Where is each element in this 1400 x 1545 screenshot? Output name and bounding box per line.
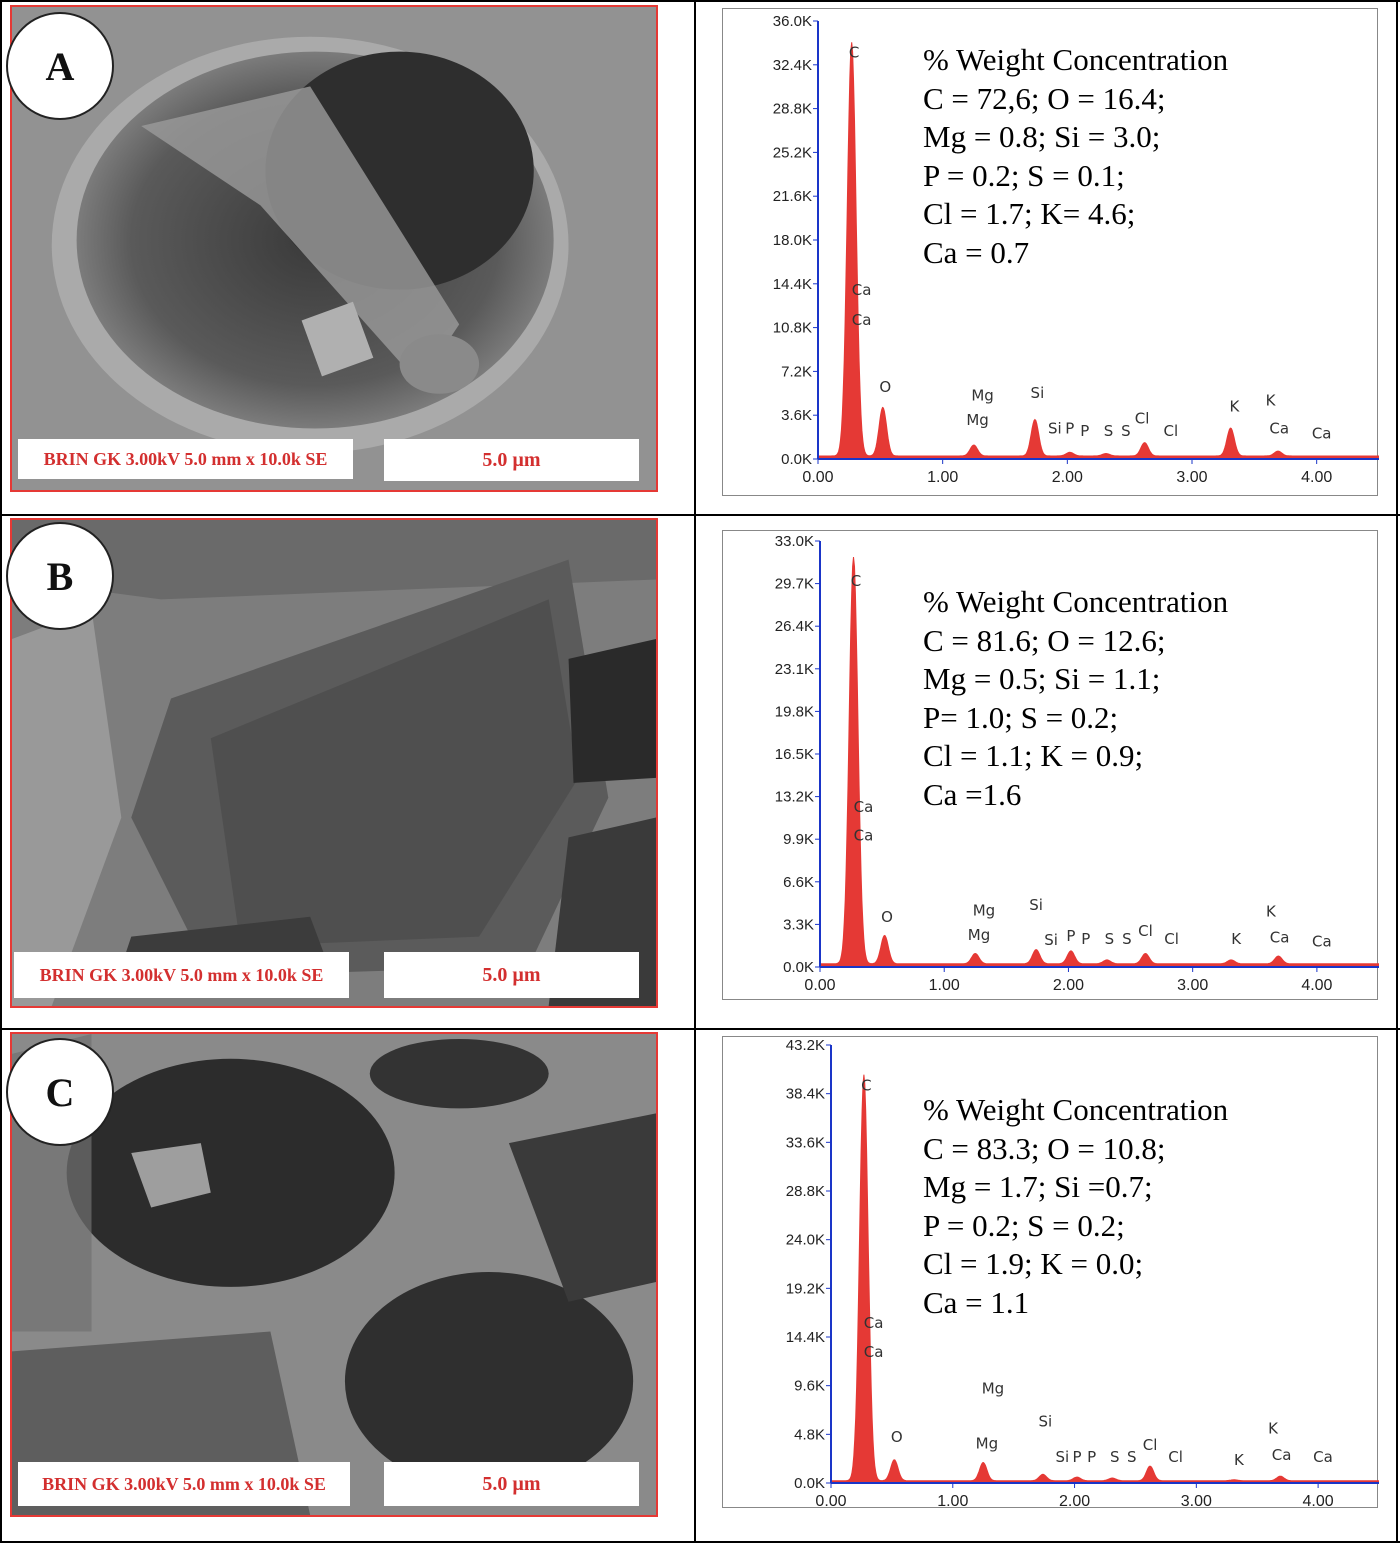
spectrum-peak	[1034, 422, 1035, 423]
y-tick-label: 21.6K	[772, 188, 812, 206]
sem-scale-label-a: 5.0 µm	[384, 439, 639, 481]
x-tick-label: 2.00	[1051, 469, 1083, 486]
spectrum-peak	[1070, 954, 1071, 955]
y-tick-label: 19.8K	[774, 703, 814, 721]
frame-right	[1396, 0, 1398, 1543]
spectrum-peak	[1145, 956, 1146, 957]
panel-label-a: A	[6, 12, 114, 120]
x-tick-label: 2.00	[1058, 1493, 1091, 1509]
peak-label: Cl	[1134, 409, 1150, 428]
y-tick-label: 0.0K	[783, 959, 814, 976]
y-tick-label: 10.8K	[772, 319, 812, 337]
x-tick-label: 4.00	[1301, 469, 1333, 486]
y-tick-label: 26.4K	[774, 618, 814, 636]
y-tick-label: 0.0K	[781, 451, 812, 468]
y-tick-label: 33.0K	[774, 533, 814, 550]
concentration-line: Mg = 0.8; Si = 3.0;	[923, 119, 1161, 154]
y-tick-label: 18.0K	[772, 232, 812, 249]
concentration-line: Cl = 1.9; K = 0.0;	[923, 1246, 1144, 1281]
concentration-line: Ca = 1.1	[923, 1284, 1030, 1320]
y-tick-label: 3.6K	[781, 407, 812, 425]
sem-info-label-c: BRIN GK 3.00kV 5.0 mm x 10.0k SE	[18, 1462, 350, 1506]
peak-label: Mg	[981, 1379, 1005, 1398]
spectrum-peak	[1230, 431, 1231, 432]
peak-label: Mg	[966, 410, 989, 429]
weight-concentration-b	[923, 583, 1228, 814]
spectrum-peak	[1106, 963, 1107, 964]
peak-label: O	[890, 1427, 903, 1446]
weight-concentration-a	[923, 41, 1228, 272]
peak-label: Ca	[851, 311, 872, 330]
sem-info-label-a: BRIN GK 3.00kV 5.0 mm x 10.0k SE	[18, 439, 353, 479]
peak-label: K	[1266, 902, 1276, 921]
y-tick-label: 13.2K	[774, 788, 814, 806]
peak-label: K	[1229, 397, 1240, 416]
concentration-line: P = 0.2; S = 0.2;	[923, 1207, 1125, 1243]
peak-label: Ca	[863, 1313, 884, 1332]
peak-label: Ca	[1271, 1446, 1292, 1465]
x-tick-label: 3.00	[1176, 469, 1208, 486]
concentration-title-c: % Weight Concentration	[923, 1092, 1229, 1127]
y-tick-label: 14.4K	[772, 275, 812, 293]
y-tick-label: 33.6K	[785, 1134, 825, 1152]
x-tick-label: 1.00	[928, 977, 960, 994]
y-tick-label: 0.0K	[794, 1475, 825, 1492]
frame-bottom	[0, 1541, 1400, 1543]
peak-label: Ca	[853, 798, 874, 817]
spectrum-peak	[1150, 1468, 1151, 1469]
concentration-line: C = 72,6; O = 16.4;	[923, 80, 1166, 116]
peak-label: Si	[1029, 896, 1043, 915]
y-tick-label: 3.3K	[783, 916, 814, 934]
peak-label: Si	[1030, 384, 1045, 403]
spectrum-peak	[853, 560, 854, 561]
panel-label-b: B	[6, 522, 114, 630]
x-tick-label: 1.00	[927, 469, 959, 486]
y-tick-label: 7.2K	[781, 363, 812, 381]
peak-label: Ca	[1269, 419, 1290, 438]
y-tick-label: 29.7K	[774, 575, 814, 593]
x-tick-label: 0.00	[802, 469, 834, 486]
frame-divider-vertical	[694, 0, 696, 1543]
peak-label: P	[1080, 421, 1090, 440]
eds-spectrum-a	[722, 8, 1378, 496]
peak-label: Cl	[1138, 922, 1153, 941]
sem-info-label-b: BRIN GK 3.00kV 5.0 mm x 10.0k SE	[14, 952, 349, 998]
peak-label: S	[1104, 929, 1115, 948]
spectrum-peak	[1042, 1476, 1043, 1477]
x-tick-label: 0.00	[804, 977, 836, 994]
spectrum-peak	[1280, 1478, 1281, 1479]
y-tick-label: 9.9K	[783, 831, 814, 849]
y-tick-label: 25.2K	[772, 144, 812, 162]
peak-label: Si	[1055, 1448, 1070, 1467]
peak-label: Si	[1048, 419, 1062, 438]
y-tick-label: 43.2K	[785, 1037, 825, 1054]
x-tick-label: 3.00	[1177, 977, 1209, 994]
peak-label: Ca	[853, 826, 874, 845]
frame-left	[0, 0, 2, 1543]
weight-concentration-c	[923, 1091, 1228, 1322]
x-tick-label: 0.00	[815, 1493, 847, 1509]
y-tick-label: 19.2K	[785, 1280, 825, 1298]
concentration-title-b: % Weight Concentration	[923, 584, 1229, 619]
concentration-line: C = 83.3; O = 10.8;	[923, 1130, 1166, 1166]
y-tick-label: 24.0K	[785, 1231, 825, 1249]
x-tick-label: 2.00	[1052, 977, 1085, 994]
peak-label: C	[848, 43, 860, 62]
y-tick-label: 4.8K	[794, 1426, 825, 1444]
spectrum-peak	[975, 956, 976, 957]
concentration-line: C = 81.6; O = 12.6;	[923, 622, 1166, 658]
peak-label: Ca	[863, 1343, 884, 1362]
peak-label: Ca	[851, 280, 872, 299]
peak-label: K	[1268, 1419, 1278, 1438]
spectrum-peak	[973, 448, 974, 449]
concentration-line: P= 1.0; S = 0.2;	[923, 699, 1119, 735]
sem-scale-label-c: 5.0 µm	[384, 1462, 639, 1506]
peak-label: O	[881, 907, 893, 926]
concentration-line: Ca =1.6	[923, 776, 1022, 812]
y-tick-label: 36.0K	[772, 13, 812, 30]
peak-label: Mg	[972, 901, 996, 920]
peak-label: O	[879, 378, 892, 397]
peak-label: Cl	[1168, 1448, 1183, 1467]
peak-label: S	[1121, 421, 1131, 440]
concentration-line: Ca = 0.7	[923, 234, 1030, 270]
y-tick-label: 6.6K	[783, 873, 814, 891]
peak-label: Cl	[1164, 929, 1179, 948]
peak-label: P	[1087, 1448, 1097, 1467]
peak-label: P	[1072, 1448, 1082, 1467]
eds-spectrum-b	[722, 530, 1378, 1000]
concentration-title-a: % Weight Concentration	[923, 42, 1229, 77]
peak-label: Cl	[1163, 421, 1179, 440]
concentration-line: Cl = 1.7; K= 4.6;	[923, 196, 1136, 231]
spectrum-peak	[1278, 454, 1279, 455]
peak-label: S	[1127, 1448, 1137, 1467]
peak-label: Ca	[1269, 928, 1290, 947]
spectrum-peak	[882, 410, 883, 411]
x-tick-label: 4.00	[1302, 1493, 1334, 1509]
frame-top	[0, 0, 1400, 2]
peak-label: S	[1122, 929, 1132, 948]
peak-label: P	[1066, 927, 1076, 946]
concentration-line: Mg = 0.5; Si = 1.1;	[923, 661, 1161, 696]
peak-label: S	[1109, 1448, 1120, 1467]
y-tick-label: 9.6K	[794, 1377, 825, 1395]
y-tick-label: 28.8K	[785, 1183, 825, 1200]
concentration-line: P = 0.2; S = 0.1;	[923, 157, 1125, 193]
y-tick-label: 14.4K	[785, 1329, 825, 1346]
frame-divider-row1	[0, 514, 1400, 516]
spectrum-peak	[1069, 455, 1070, 456]
y-tick-label: 23.1K	[774, 660, 814, 678]
concentration-line: Mg = 1.7; Si =0.7;	[923, 1169, 1153, 1204]
panel-label-c: C	[6, 1038, 114, 1146]
y-tick-label: 16.5K	[774, 746, 814, 763]
peak-label: Si	[1044, 931, 1058, 950]
sem-scale-label-b: 5.0 µm	[384, 952, 639, 998]
x-tick-label: 1.00	[937, 1493, 969, 1509]
spectrum-peak	[884, 938, 885, 939]
x-tick-label: 3.00	[1180, 1493, 1212, 1509]
y-tick-label: 38.4K	[785, 1085, 825, 1103]
concentration-line: Cl = 1.1; K = 0.9;	[923, 738, 1144, 773]
peak-label: Cl	[1142, 1436, 1158, 1455]
peak-label: K	[1231, 929, 1242, 948]
spectrum-peak	[1105, 456, 1106, 457]
x-tick-label: 4.00	[1301, 977, 1333, 994]
peak-label: Mg	[967, 925, 991, 944]
peak-label: C	[850, 572, 862, 591]
peak-label: P	[1081, 929, 1091, 948]
peak-label: K	[1265, 391, 1276, 410]
spectrum-peak	[1036, 952, 1037, 953]
spectrum-peak	[1231, 963, 1232, 964]
frame-divider-row2	[0, 1028, 1400, 1030]
spectrum-peak	[983, 1464, 984, 1465]
y-tick-label: 28.8K	[772, 100, 812, 118]
peak-label: K	[1234, 1450, 1244, 1469]
peak-label: Ca	[1311, 424, 1332, 443]
spectrum-peak	[1144, 445, 1145, 446]
peak-label: Ca	[1313, 1448, 1333, 1467]
peak-label: S	[1103, 421, 1114, 440]
eds-spectrum-c	[722, 1036, 1378, 1508]
peak-label: P	[1065, 419, 1075, 438]
peak-label: C	[861, 1076, 872, 1095]
spectrum-peak	[1278, 959, 1279, 960]
peak-label: Ca	[1312, 932, 1332, 951]
peak-label: Si	[1038, 1412, 1053, 1431]
peak-label: Mg	[971, 386, 994, 405]
spectrum-peak	[1076, 1479, 1077, 1480]
y-tick-label: 32.4K	[772, 56, 812, 74]
spectrum-peak	[1112, 1480, 1113, 1481]
spectrum-peak	[894, 1462, 895, 1463]
peak-label: Mg	[975, 1434, 999, 1453]
